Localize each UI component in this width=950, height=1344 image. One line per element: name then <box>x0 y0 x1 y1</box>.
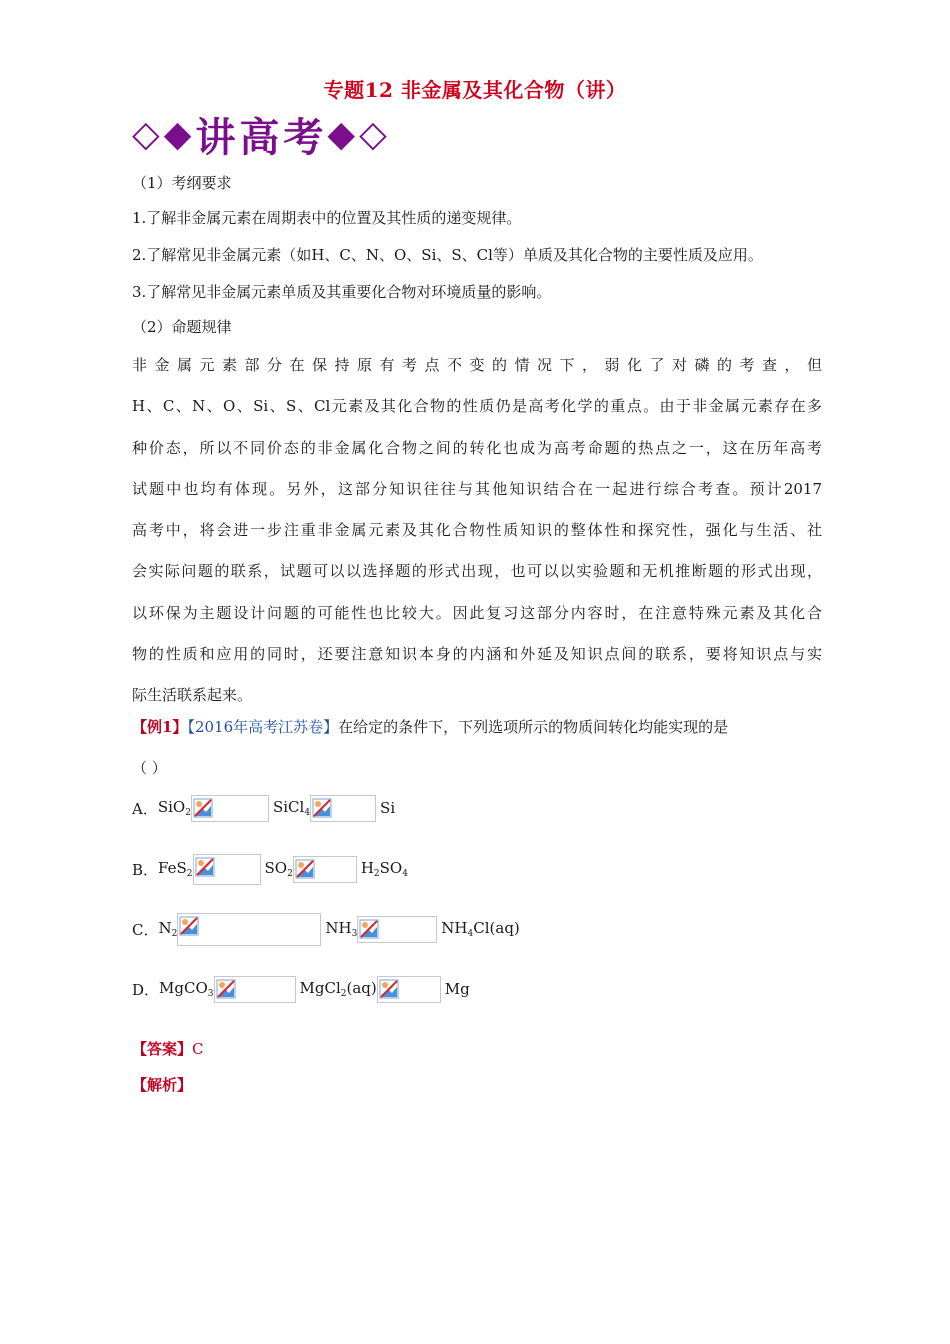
example-stem <box>132 716 728 737</box>
rules-paragraph <box>132 345 822 717</box>
paragraph-line: H、C、N、O、Si、S、Cl元素及其化合物的性质仍是高考化学的重点。由于非金属元素存在多 <box>132 397 822 416</box>
broken-image-icon <box>193 854 261 885</box>
broken-image-icon <box>214 976 296 1003</box>
broken-image-icon <box>357 916 437 943</box>
paragraph-line: 种价态，所以不同价态的非金属化合物之间的转化也成为高考命题的热点之一，这在历年高考 <box>132 438 822 457</box>
answer-blank: （ ） <box>132 759 167 777</box>
paragraph-line: 际生活联系起来。 <box>132 686 253 705</box>
broken-image-icon <box>191 795 269 822</box>
requirement-item: 1.了解非金属元素在周期表中的位置及其性质的递变规律。 <box>132 209 522 227</box>
paragraph-line: 试题中也均有体现。另外，这部分知识往往与其他知识结合在一起进行综合考查。预计2017 <box>132 479 822 498</box>
broken-image-icon <box>310 795 376 822</box>
formula: FeS$_2$ <box>158 859 193 879</box>
formula: $SO_2$ <box>264 859 293 879</box>
analysis-line <box>132 1074 192 1095</box>
page-title: 专题12 非金属及其化合物（讲） <box>323 78 627 102</box>
paragraph-line: 非 金 属 元 素 部 分 在 保 持 原 有 考 点 不 变 的 情 况 下 ， 弱 化 了 对 磷 的 考 查 ， 但 <box>132 356 822 374</box>
option-c <box>132 914 520 944</box>
option-b <box>132 854 408 884</box>
answer-line <box>132 1038 204 1059</box>
formula: $NH_3$ <box>325 919 358 939</box>
requirements-heading: （1）考纲要求 <box>132 174 232 192</box>
section-banner <box>132 110 391 161</box>
answer-tag: 【答案】 <box>132 1040 193 1058</box>
banner-text: 讲高考 <box>195 113 328 161</box>
paragraph-line: 以环保为主题设计问题的可能性也比较大。因此复习这部分内容时，在注意特殊元素及其化合 <box>132 603 822 622</box>
requirement-item: 2.了解常见非金属元素（如H、C、N、O、Si、S、Cl等）单质及其化合物的主要性质及应用。 <box>132 246 763 264</box>
option-label: B． <box>132 860 159 879</box>
solid-diamond-icon: ◆ <box>327 113 360 155</box>
formula: Si <box>380 799 396 817</box>
solid-diamond-icon: ◆ <box>163 113 196 155</box>
requirement-item: 3.了解常见非金属元素单质及其重要化合物对环境质量的影响。 <box>132 283 552 301</box>
paragraph-line: 会实际问题的联系，试题可以以选择题的形式出现，也可以以实验题和无机推断题的形式出现， <box>132 562 822 581</box>
option-label: D． <box>132 980 160 999</box>
hollow-diamond-icon: ◇ <box>132 113 164 155</box>
option-label: C． <box>132 920 159 939</box>
formula: SiO$_2$ <box>157 798 191 818</box>
paragraph-line: 物的性质和应用的同时，还要注意知识本身的内涵和外延及知识点间的联系，要将知识点与实 <box>132 645 822 664</box>
broken-image-icon <box>177 913 321 946</box>
paragraph-line: 高考中，将会进一步注重非金属元素及其化合物性质知识的整体性和探究性，强化与生活、社 <box>132 521 822 540</box>
rules-heading: （2）命题规律 <box>132 318 232 336</box>
option-label: A． <box>132 799 158 818</box>
broken-image-icon <box>377 976 441 1003</box>
broken-image-icon <box>293 856 357 883</box>
formula: $N_2$ <box>158 919 178 939</box>
formula: Mg <box>444 980 470 998</box>
formula: $NH_4Cl(aq)$ <box>441 919 520 939</box>
answer-value: C <box>192 1040 204 1058</box>
option-d <box>132 974 470 1004</box>
formula: MgCl$_2$(aq) <box>299 979 377 999</box>
example-source: 【2016年高考江苏卷】 <box>187 718 339 736</box>
formula: SiCl$_4$ <box>272 798 311 818</box>
formula: MgCO$_3$ <box>159 979 214 999</box>
example-question: 在给定的条件下，下列选项所示的物质间转化均能实现的是 <box>338 718 729 736</box>
example-tag: 【例1】 <box>132 718 188 736</box>
option-a <box>132 793 395 823</box>
analysis-tag: 【解析】 <box>132 1076 193 1094</box>
formula: $H_2SO_4$ <box>360 859 408 879</box>
hollow-diamond-icon: ◇ <box>359 113 391 155</box>
